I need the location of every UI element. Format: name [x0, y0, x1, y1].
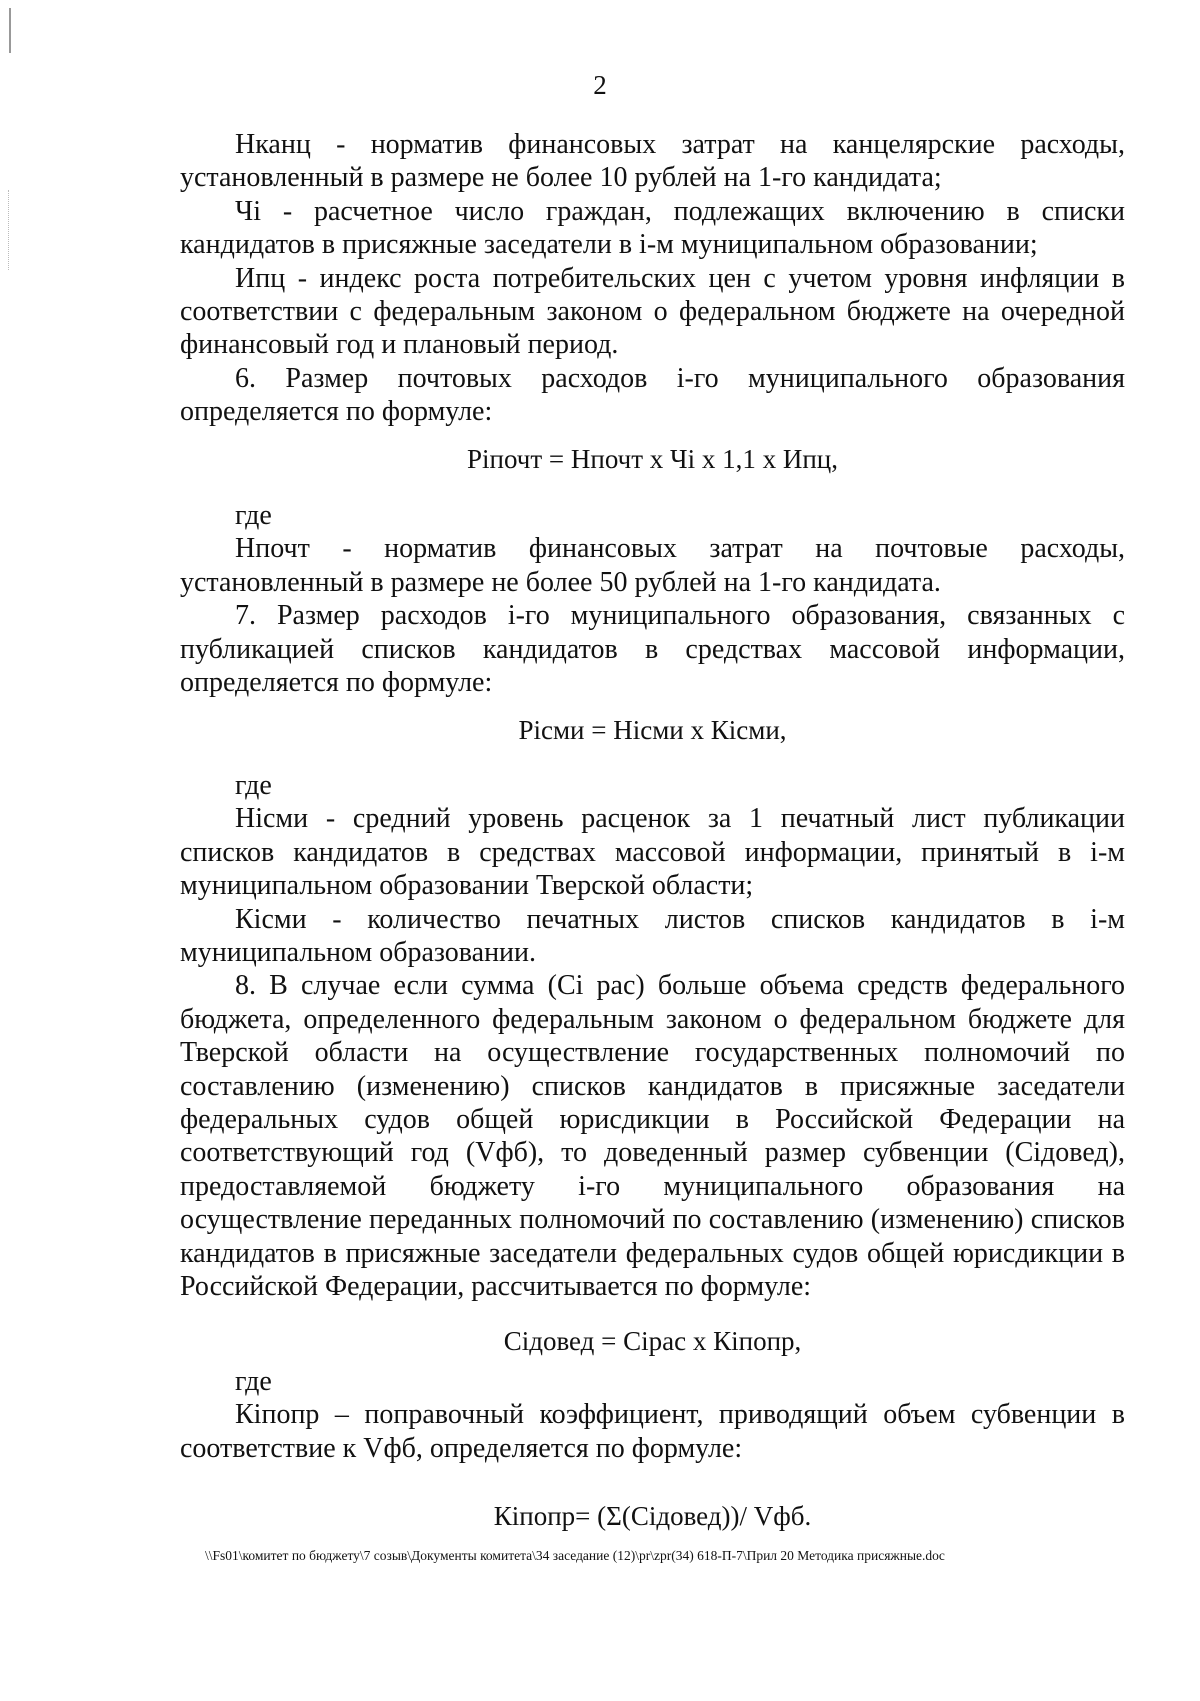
definition-ipc: Ипц - индекс роста потребительских цен с учетом уровня инфляции в соответствии с федеральным законом о федеральном бюджете на очередной финансовый год и плановый период.: [180, 262, 1125, 361]
scan-edge-mark: [9, 8, 11, 53]
definition-nismi: Нiсми - средний уровень расценок за 1 печатный лист публикации списков кандидатов в средствах массовой информации, принятый в i-м муниципальном образовании Тверской области;: [180, 803, 1125, 902]
formula-correction: Кiпопр= (Σ(Сiдовед))/ Vфб.: [493, 1501, 812, 1532]
clause-6: 6. Размер почтовых расходов i-го муниципального образования определяется по формуле:: [180, 362, 1125, 428]
clause-8: 8. В случае если сумма (Ci рас) больше объема средств федерального бюджета, определенного федеральным законом о федеральном бюджете для Тверской области на осуществление государственных полномочий по составлению (изменению) списков кандидатов в присяжные заседатели федеральных судов общей юрисдикции в Российской Федерации на соответствующий год (Vфб), то доведенный размер субвенции (Сiдовед), предоставляемой бюджету i-го муниципального образования на осуществление переданных полномочий по составлению (изменению) списков кандидатов в присяжные заседатели федеральных судов общей юрисдикции в Российской Федерации, рассчитывается по формуле:: [180, 970, 1125, 1302]
definition-nkanc: Нканц - норматив финансовых затрат на канцелярские расходы, установленный в размере не более 10 рублей на 1-го кандидата;: [180, 129, 1125, 194]
footer-file-path: \\Fs01\комитет по бюджету\7 созыв\Документы комитета\34 заседание (12)\pr\zpr(34) 618-П-7\Прил 20 Методика присяжные.doc: [205, 1548, 945, 1563]
definition-kipopr: Кiпопр – поправочный коэффициент, приводящий объем субвенции в соответствие к Vфб, определяется по формуле:: [180, 1399, 1125, 1464]
where-label: где: [235, 769, 272, 801]
formula-subvention: Сiдовед = Сiрас х Кiпопр,: [503, 1326, 802, 1357]
page-number: 2: [593, 70, 607, 100]
clause-7: 7. Размер расходов i-го муниципального образования, связанных с публикацией списков кандидатов в средствах массовой информации, определяется по формуле:: [180, 600, 1125, 699]
definition-kismi: Кiсми - количество печатных листов списков кандидатов в i-м муниципальном образовании.: [180, 903, 1125, 968]
definition-npocht: Нпочт - норматив финансовых затрат на почтовые расходы, установленный в размере не более 50 рублей на 1-го кандидата.: [180, 533, 1125, 598]
definition-chi: Чi - расчетное число граждан, подлежащих включению в списки кандидатов в присяжные заседатели в i-м муниципальном образовании;: [180, 195, 1125, 261]
document-body: [180, 128, 1125, 1533]
scan-edge-dots: [8, 190, 10, 270]
where-label: где: [235, 500, 272, 532]
formula-postal: Рiпочт = Нпочт х Чi х 1,1 х Ипц,: [467, 443, 838, 474]
formula-media: Рiсми = Нiсми х Кiсми,: [518, 714, 787, 745]
where-label: где: [235, 1365, 272, 1397]
